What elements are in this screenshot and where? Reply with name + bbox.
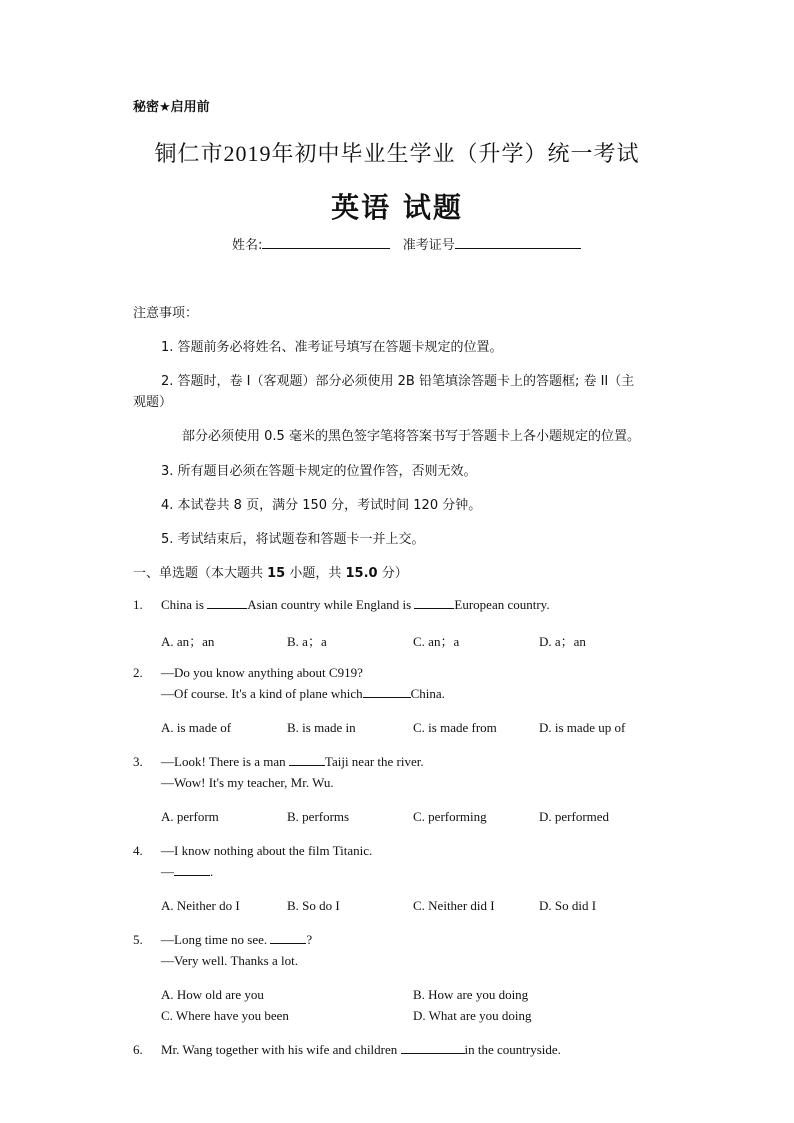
option-c[interactable]: C. Neither did I <box>413 898 495 913</box>
name-blank[interactable] <box>262 236 390 249</box>
stem-text: . <box>210 864 214 879</box>
question-number: 1. <box>133 597 143 612</box>
question-stem: —I know nothing about the film Titanic. <box>161 843 373 858</box>
question-number: 4. <box>133 843 143 858</box>
option-c[interactable]: C. performing <box>413 809 487 824</box>
stem-text: Mr. Wang together with his wife and children <box>161 1042 401 1057</box>
question-number: 6. <box>133 1042 143 1057</box>
confidential-label: 秘密★启用前 <box>133 100 210 115</box>
candidate-fields <box>232 234 581 253</box>
note-item-continued: 观题） <box>133 395 173 410</box>
stem-text: —Long time no see. <box>161 932 271 947</box>
question-stem-line2 <box>161 686 445 702</box>
option-b[interactable]: B. performs <box>287 809 350 824</box>
answer-blank <box>270 932 306 944</box>
option-b[interactable]: B. How are you doing <box>413 987 529 1002</box>
question-number: 2. <box>133 665 143 680</box>
exam-title: 铜仁市2019年初中毕业生学业（升学）统一考试 <box>154 141 640 166</box>
answer-blank <box>207 597 247 609</box>
question-stem-line2 <box>161 864 213 880</box>
stem-text: ? <box>306 932 313 947</box>
option-d[interactable]: D. What are you doing <box>413 1008 532 1023</box>
stem-text: China is <box>161 597 208 612</box>
stem-text: — <box>161 864 174 879</box>
stem-text: in the countryside. <box>464 1042 561 1057</box>
option-a[interactable]: A. Neither do I <box>161 898 240 913</box>
section-score: 15.0 <box>345 566 378 581</box>
note-item: 5. 考试结束后，将试题卷和答题卡一并上交。 <box>161 532 425 547</box>
id-label: 准考证号 <box>402 238 455 253</box>
answer-blank <box>289 754 325 766</box>
note-item: 4. 本试卷共 8 页，满分 150 分，考试时间 120 分钟。 <box>161 498 482 513</box>
option-d[interactable]: D. a；an <box>539 634 586 649</box>
stem-text: —Look! There is a man <box>161 754 289 769</box>
stem-text: European country. <box>454 597 550 612</box>
question-stem: —Do you know anything about C919? <box>161 665 363 680</box>
section-heading-prefix: 一、单选题（本大题共 <box>133 566 268 581</box>
question-stem <box>161 754 424 770</box>
question-stem-line2: —Wow! It's my teacher, Mr. Wu. <box>161 775 334 790</box>
option-b[interactable]: B. is made in <box>287 720 356 735</box>
notes-heading: 注意事项： <box>133 306 199 321</box>
option-c[interactable]: C. an；a <box>413 634 460 649</box>
option-d[interactable]: D. is made up of <box>539 720 626 735</box>
question-number: 3. <box>133 754 143 769</box>
question-stem <box>161 597 550 613</box>
question-stem-line2: —Very well. Thanks a lot. <box>161 953 298 968</box>
answer-blank <box>414 597 454 609</box>
option-a[interactable]: A. How old are you <box>161 987 264 1002</box>
option-c[interactable]: C. Where have you been <box>161 1008 289 1023</box>
note-item: 1. 答题前务必将姓名、准考证号填写在答题卡规定的位置。 <box>161 340 503 355</box>
option-d[interactable]: D. performed <box>539 809 610 824</box>
section-heading-suffix: 分） <box>377 566 408 581</box>
stem-text: Asian country while England is <box>247 597 415 612</box>
note-item: 3. 所有题目必须在答题卡规定的位置作答，否则无效。 <box>161 464 477 479</box>
stem-text: —Of course. It's a kind of plane which <box>161 686 363 701</box>
option-a[interactable]: A. is made of <box>161 720 232 735</box>
section-count: 15 <box>267 566 286 581</box>
exam-subject: 英语 试题 <box>331 191 463 224</box>
answer-blank <box>363 686 411 698</box>
section-heading-mid: 小题，共 <box>285 566 346 581</box>
question-stem <box>161 932 312 948</box>
option-d[interactable]: D. So did I <box>539 898 597 913</box>
option-b[interactable]: B. So do I <box>287 898 340 913</box>
question-number: 5. <box>133 932 143 947</box>
note-item-continued: 部分必须使用 0.5 毫米的黑色签字笔将答案书写于答题卡上各小题规定的位置。 <box>182 429 640 444</box>
stem-text: Taiji near the river. <box>324 754 424 769</box>
section-heading <box>133 562 408 581</box>
id-blank[interactable] <box>455 236 581 249</box>
answer-blank <box>401 1042 465 1054</box>
option-a[interactable]: A. an；an <box>161 634 215 649</box>
note-item: 2. 答题时，卷 I（客观题）部分必须使用 2B 铅笔填涂答题卡上的答题框; 卷 II（主 <box>161 374 635 389</box>
question-stem <box>161 1042 561 1058</box>
option-b[interactable]: B. a；a <box>287 634 327 649</box>
option-a[interactable]: A. perform <box>161 809 219 824</box>
option-c[interactable]: C. is made from <box>413 720 497 735</box>
stem-text: China. <box>410 686 445 701</box>
name-label: 姓名: <box>232 238 263 253</box>
answer-blank <box>174 864 210 876</box>
